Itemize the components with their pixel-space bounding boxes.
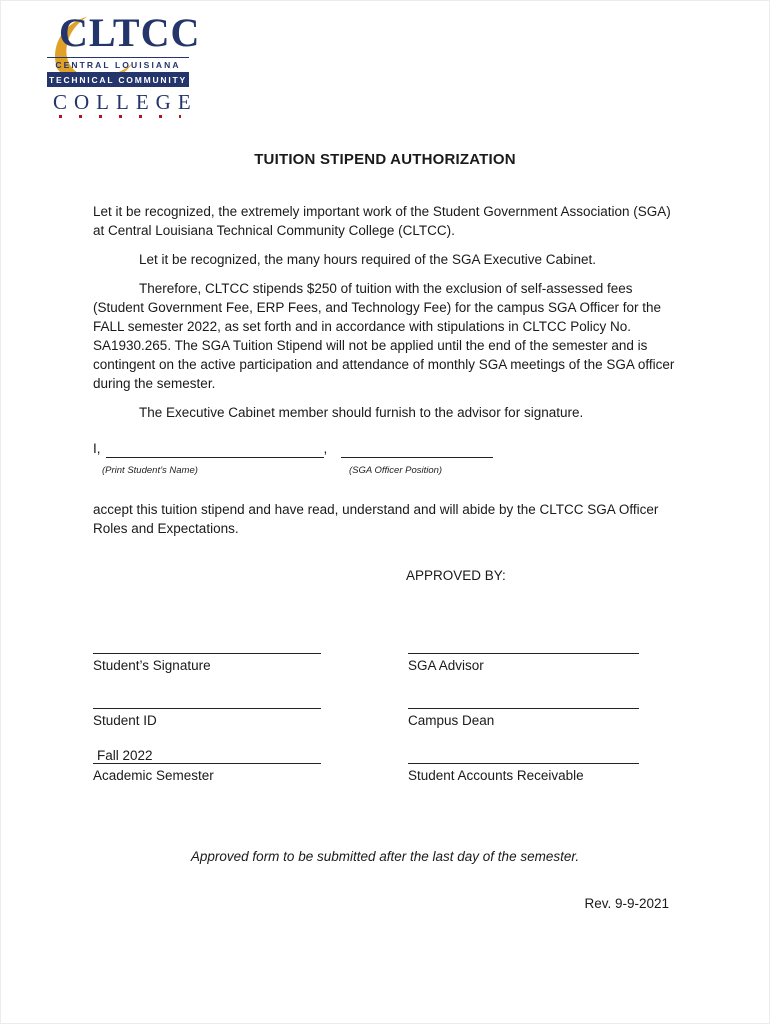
campus-dean-block [408, 692, 677, 730]
signature-row-3 [93, 747, 677, 785]
revision-date: Rev. 9-9-2021 [584, 896, 669, 911]
student-id-label: Student ID [93, 713, 157, 728]
academic-semester-field[interactable] [93, 747, 321, 764]
print-name-label: (Print Student’s Name) [102, 465, 198, 476]
student-id-field[interactable] [93, 692, 321, 709]
student-signature-field[interactable] [93, 637, 321, 654]
sga-advisor-label: SGA Advisor [408, 658, 484, 673]
student-accounts-receivable-block [408, 747, 677, 785]
officer-position-label: (SGA Officer Position) [349, 465, 443, 476]
academic-semester-label: Academic Semester [93, 768, 214, 783]
paragraph-furnish-advisor: The Executive Cabinet member should furnish to the advisor for signature. [139, 405, 584, 420]
cltcc-logo [47, 10, 201, 118]
sga-advisor-block [408, 637, 677, 675]
student-declaration-line [93, 440, 677, 458]
approved-by-heading: APPROVED BY: [406, 568, 506, 583]
page-title: TUITION STIPEND AUTHORIZATION [254, 151, 516, 168]
fill-in-labels [93, 461, 677, 480]
campus-dean-signature-field[interactable] [408, 692, 639, 709]
campus-dean-label: Campus Dean [408, 713, 495, 728]
academic-semester-block [93, 747, 408, 785]
student-signature-label: Student’s Signature [93, 658, 211, 673]
paragraph-stipend-terms: Therefore, CLTCC stipends $250 of tuition with the exclusion of self-assessed fees (Student Government Fee, ERP Fees, and Technology Fee) for the campus SGA Officer for the FALL semester 2022, as set forth and in accordance with stipulations in CLTCC Policy No. SA1930.265. The SGA Tuition Stipend will not be applied until the end of the semester and is contingent on the active participation and attendance of monthly SGA meetings of the SGA officer during the semester. [93, 281, 675, 391]
logo-line-technical-community: TECHNICAL COMMUNITY [47, 72, 189, 87]
sga-advisor-signature-field[interactable] [408, 637, 639, 654]
student-id-block [93, 692, 408, 730]
officer-position-field[interactable] [341, 442, 493, 458]
logo-acronym: CLTCC [59, 10, 201, 55]
student-name-field[interactable] [106, 442, 324, 458]
document-content [1, 202, 769, 913]
student-accounts-receivable-label: Student Accounts Receivable [408, 768, 584, 783]
signature-row-1 [93, 637, 677, 675]
paragraph-recognition-sga: Let it be recognized, the extremely important work of the Student Government Association (SGA) at Central Louisiana Technical Community College (CLTCC). [93, 204, 671, 238]
student-signature-block [93, 637, 408, 675]
declaration-separator: , [323, 441, 328, 456]
declaration-prefix: I, [93, 441, 101, 456]
paragraph-recognition-hours: Let it be recognized, the many hours required of the SGA Executive Cabinet. [139, 252, 597, 267]
logo-line-central-louisiana: CENTRAL LOUISIANA [47, 57, 189, 70]
academic-semester-value: Fall 2022 [97, 748, 153, 763]
footer-note: Approved form to be submitted after the last day of the semester. [190, 849, 580, 864]
acceptance-statement: accept this tuition stipend and have read, understand and will abide by the CLTCC SGA Officer Roles and Expectations. [93, 502, 659, 536]
logo-line-college: COLLEGE [47, 90, 189, 118]
student-accounts-receivable-field[interactable] [408, 747, 639, 764]
signature-row-2 [93, 692, 677, 730]
